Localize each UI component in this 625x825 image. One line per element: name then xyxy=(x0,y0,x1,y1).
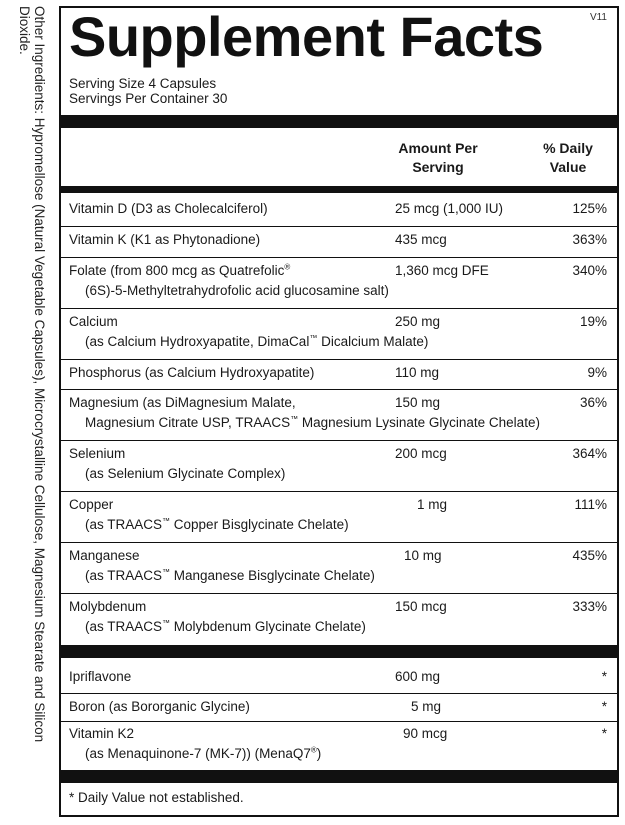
daily-value-header: % Daily Value xyxy=(543,140,593,175)
nutrient-name: Phosphorus (as Calcium Hydroxyapatite) xyxy=(69,365,315,380)
serving-info xyxy=(69,76,227,106)
thick-divider xyxy=(61,645,617,658)
nutrient-amount: 25 mcg (1,000 IU) xyxy=(395,201,504,216)
ingredient-source: (as Menaquinone-7 (MK-7)) (MenaQ7®) xyxy=(85,745,322,761)
nutrient-dv: 19% xyxy=(579,314,607,329)
row-divider xyxy=(61,308,617,309)
serving-size: Serving Size 4 Capsules xyxy=(69,76,217,91)
other-ingredients-sidebar xyxy=(0,0,48,825)
nutrient-amount: 1 mg xyxy=(417,497,448,512)
nutrient-source: (as TRAACS™ Copper Bisglycinate Chelate) xyxy=(85,516,349,532)
nutrient-name: Vitamin D (D3 as Cholecalciferol) xyxy=(69,201,268,216)
other-ingredients-text: Other Ingredients: Hypromellose (Natural Vegetable Capsules), Microcrystalline Cellulose, Magnesium Stearate and Silicon Dioxide. xyxy=(17,6,47,743)
nutrient-source: (6S)-5-Methyltetrahydrofolic acid glucosamine salt) xyxy=(85,283,389,298)
nutrient-amount: 1,360 mcg DFE xyxy=(395,263,489,278)
nutrient-dv: 364% xyxy=(572,446,607,461)
row-divider xyxy=(61,440,617,441)
row-divider xyxy=(61,389,617,390)
row-divider xyxy=(61,257,617,258)
nutrient-dv: 363% xyxy=(572,232,607,247)
nutrient-dv: 340% xyxy=(572,263,607,278)
nutrient-amount: 150 mcg xyxy=(395,599,447,614)
ingredient-amount: 90 mcg xyxy=(403,726,448,741)
nutrient-dv: 435% xyxy=(572,548,607,563)
row-divider xyxy=(61,721,617,722)
ingredient-dv: * xyxy=(601,669,607,684)
nutrient-source: (as Selenium Glycinate Complex) xyxy=(85,466,286,481)
version-label: V11 xyxy=(589,12,607,23)
nutrient-source: (as TRAACS™ Manganese Bisglycinate Chelate) xyxy=(85,567,375,583)
thick-divider xyxy=(61,770,617,783)
nutrient-source: Magnesium Citrate USP, TRAACS™ Magnesium Lysinate Glycinate Chelate) xyxy=(85,414,540,430)
ingredient-dv: * xyxy=(601,726,607,741)
row-divider xyxy=(61,693,617,694)
nutrient-name: Calcium xyxy=(69,314,118,329)
nutrient-amount: 150 mg xyxy=(395,395,441,410)
ingredient-name: Vitamin K2 xyxy=(69,726,135,741)
nutrient-dv: 125% xyxy=(572,201,607,216)
nutrient-name: Copper xyxy=(69,497,114,512)
row-divider xyxy=(61,226,617,227)
ingredient-name: Boron (as Bororganic Glycine) xyxy=(69,699,250,714)
registered-mark: ® xyxy=(284,262,291,272)
ingredient-name: Ipriflavone xyxy=(69,669,132,684)
nutrient-amount: 435 mcg xyxy=(395,232,447,247)
supplement-facts-panel xyxy=(59,6,619,817)
nutrient-name: Selenium xyxy=(69,446,126,461)
nutrient-name: Magnesium (as DiMagnesium Malate, xyxy=(69,395,296,410)
footnote: * Daily Value not established. xyxy=(69,790,244,805)
panel-title: Supplement Facts xyxy=(69,5,544,68)
nutrient-source: (as TRAACS™ Molybdenum Glycinate Chelate) xyxy=(85,618,366,634)
nutrient-dv: 9% xyxy=(587,365,607,380)
row-divider xyxy=(61,542,617,543)
nutrient-amount: 10 mg xyxy=(404,548,442,563)
nutrient-name: Manganese xyxy=(69,548,140,563)
ingredient-amount: 600 mg xyxy=(395,669,441,684)
nutrient-amount: 200 mcg xyxy=(395,446,447,461)
row-divider xyxy=(61,593,617,594)
thick-divider xyxy=(61,115,617,128)
ingredient-dv: * xyxy=(601,699,607,714)
ingredient-amount: 5 mg xyxy=(411,699,442,714)
nutrient-amount: 110 mg xyxy=(395,365,440,380)
nutrient-amount: 250 mg xyxy=(395,314,441,329)
header-divider xyxy=(61,186,617,193)
nutrient-dv: 36% xyxy=(579,395,607,410)
nutrient-name: Folate (from 800 mcg as Quatrefolic® xyxy=(69,262,291,278)
row-divider xyxy=(61,359,617,360)
servings-per-container: Servings Per Container 30 xyxy=(69,91,228,106)
nutrient-name: Molybdenum xyxy=(69,599,147,614)
nutrient-name: Vitamin K (K1 as Phytonadione) xyxy=(69,232,261,247)
nutrient-dv: 111% xyxy=(574,497,607,512)
nutrient-source: (as Calcium Hydroxyapatite, DimaCal™ Dicalcium Malate) xyxy=(85,333,429,349)
row-divider xyxy=(61,491,617,492)
nutrient-dv: 333% xyxy=(572,599,607,614)
amount-header: Amount Per Serving xyxy=(398,140,478,175)
